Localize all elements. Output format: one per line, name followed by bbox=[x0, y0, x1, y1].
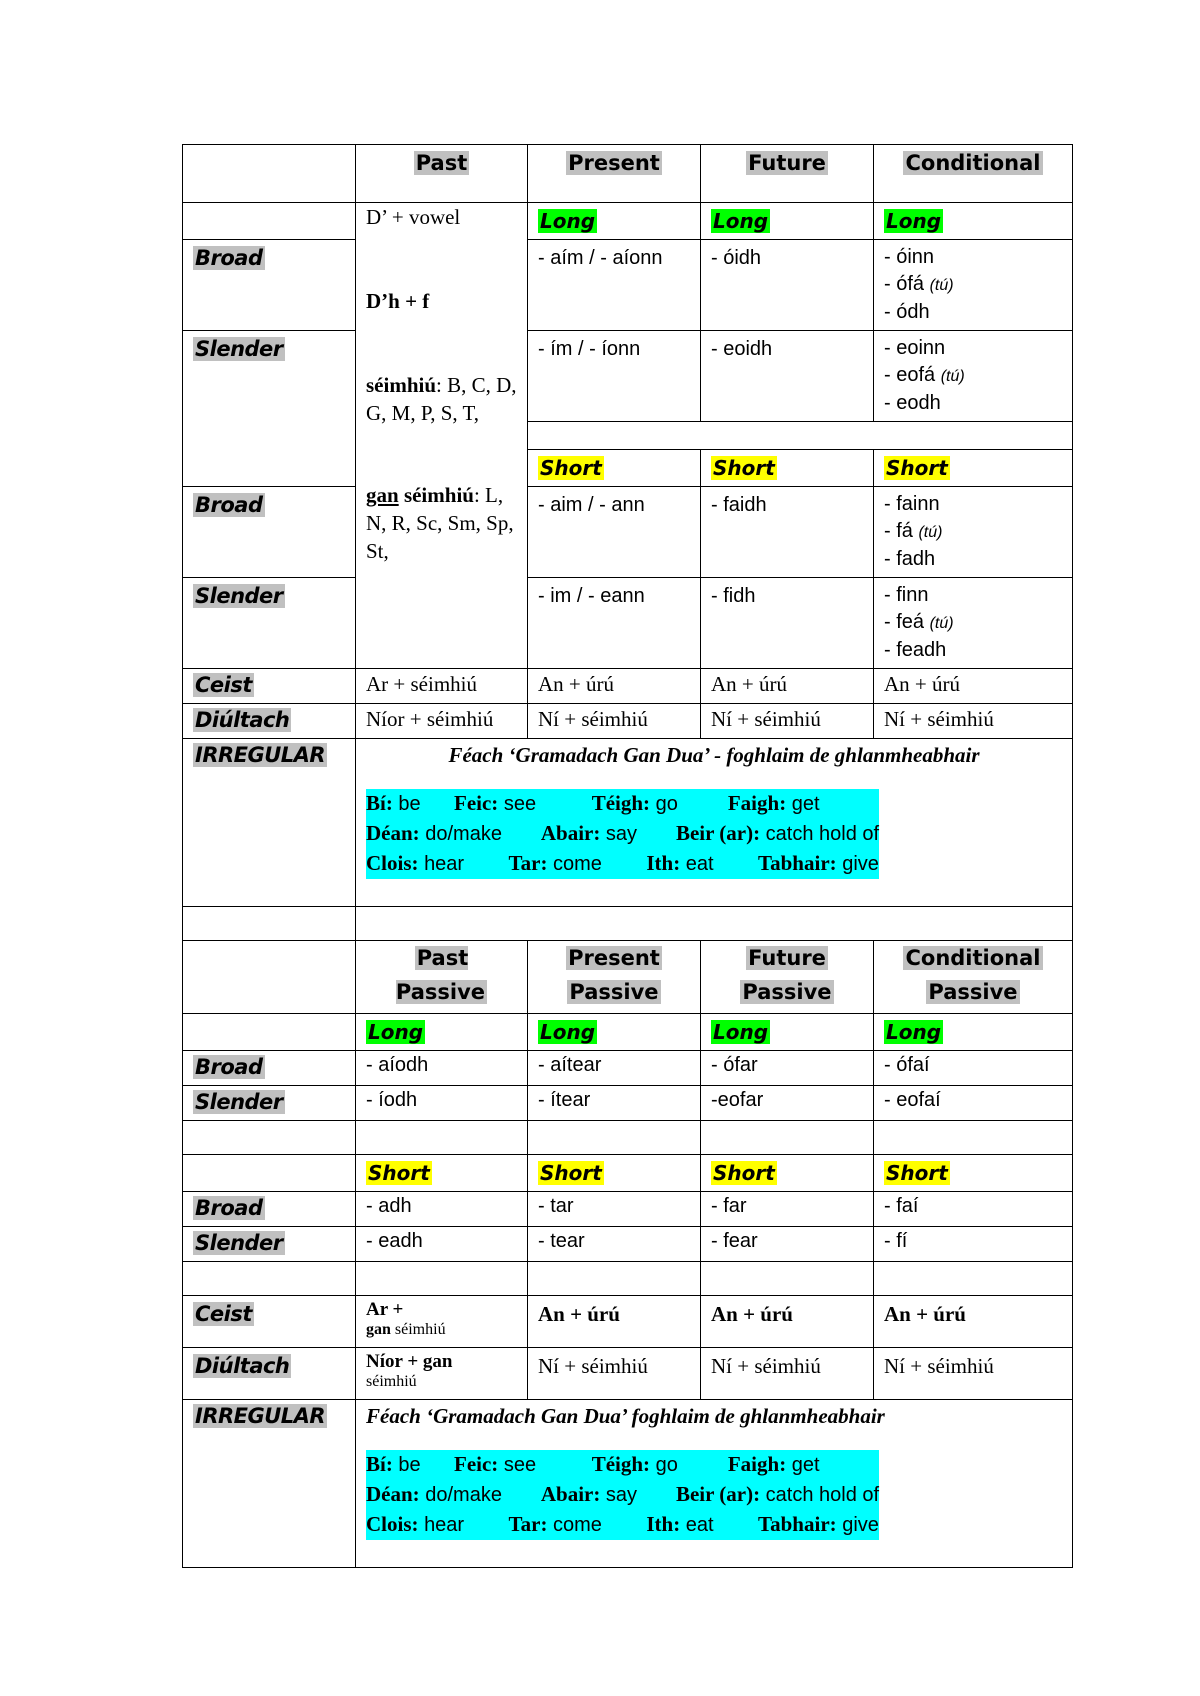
long-label-row bbox=[183, 203, 1073, 240]
verb: Clois: bbox=[366, 851, 419, 875]
cond-ending: - ódh bbox=[884, 301, 930, 323]
short-past-passive bbox=[356, 1155, 528, 1192]
diultach-row bbox=[183, 704, 1073, 739]
passive-ceist-future bbox=[701, 1296, 874, 1348]
cond-ending-text: - fá bbox=[884, 520, 913, 542]
corner-cell bbox=[183, 145, 356, 203]
irregular-row bbox=[183, 739, 1073, 907]
broad-label: Broad bbox=[195, 1055, 263, 1079]
spacer-cell bbox=[356, 1262, 528, 1296]
short-slender-future: - fidh bbox=[701, 578, 874, 669]
row-label-diultach bbox=[183, 1348, 356, 1400]
long-broad-present: - aím / - aíonn bbox=[528, 240, 701, 331]
verb: Beir (ar): bbox=[675, 1482, 761, 1506]
verb-meaning: give bbox=[842, 1514, 879, 1536]
slender-label: Slender bbox=[195, 1231, 283, 1255]
row-label-broad bbox=[183, 487, 356, 578]
ceist-conditional: An + úrú bbox=[874, 669, 1073, 704]
header-future-passive bbox=[701, 941, 874, 1014]
question-negative-table bbox=[182, 668, 1073, 1568]
diultach-label: Diúltach bbox=[195, 1354, 290, 1378]
passive-long-slender-present: - ítear bbox=[528, 1086, 701, 1121]
verb-meaning: say bbox=[605, 1484, 638, 1506]
verb: Feic: bbox=[454, 1452, 499, 1476]
passive-ceist-row bbox=[183, 1296, 1073, 1348]
long-badge: Long bbox=[540, 209, 596, 233]
spacer-cell bbox=[183, 1262, 356, 1296]
past-formation-rules bbox=[356, 203, 528, 669]
tu-note: (tú) bbox=[940, 368, 965, 385]
irregular-line-1 bbox=[366, 1450, 879, 1480]
row-label-slender bbox=[183, 331, 356, 487]
seimhiu-letters: : B, C, D, G, M, P, S, T, bbox=[366, 373, 517, 425]
verb-meaning: see bbox=[503, 793, 537, 815]
passive-short-slender-conditional: - fí bbox=[874, 1227, 1073, 1262]
spacer-cell bbox=[701, 1121, 874, 1155]
irregular-label: IRREGULAR bbox=[195, 743, 326, 767]
short-broad-present: - aim / - ann bbox=[528, 487, 701, 578]
verb: Téigh: bbox=[591, 791, 651, 815]
passive-irregular-content bbox=[356, 1400, 1073, 1568]
short-conditional-passive bbox=[874, 1155, 1073, 1192]
spacer-cell bbox=[874, 1121, 1073, 1155]
passive-short-broad-row bbox=[183, 1192, 1073, 1227]
cond-ending: - fainn bbox=[884, 493, 940, 515]
spacer-cell bbox=[701, 1262, 874, 1296]
verb-meaning: be bbox=[398, 793, 421, 815]
long-slender-present: - ím / - íonn bbox=[528, 331, 701, 422]
verb: Faigh: bbox=[727, 1452, 787, 1476]
irregular-line-2 bbox=[366, 1480, 879, 1510]
irregular-line-3 bbox=[366, 849, 879, 879]
passive-short-broad-future: - far bbox=[701, 1192, 874, 1227]
gan-label: gan bbox=[366, 1321, 391, 1338]
ceist-future: An + úrú bbox=[701, 669, 874, 704]
passive-short-label-row bbox=[183, 1155, 1073, 1192]
verb-meaning: catch hold of bbox=[765, 823, 880, 845]
gan-letters: : L, N, R, Sc, Sm, Sp, St, bbox=[366, 483, 514, 563]
ceist-label: Ceist bbox=[195, 673, 252, 697]
passive-long-label-row bbox=[183, 1014, 1073, 1051]
passive-long-broad-conditional: - ófaí bbox=[874, 1051, 1073, 1086]
rule-f: D’h + f bbox=[366, 289, 430, 313]
diultach-future: Ní + séimhiú bbox=[701, 704, 874, 739]
long-future bbox=[701, 203, 874, 240]
long-broad-row bbox=[183, 240, 1073, 331]
irregular-line-3 bbox=[366, 1510, 879, 1540]
long-future-passive bbox=[701, 1014, 874, 1051]
verb: Tabhair: bbox=[758, 1512, 837, 1536]
passive-long-broad-present: - aítear bbox=[528, 1051, 701, 1086]
verb-meaning: go bbox=[655, 1454, 678, 1476]
short-conditional bbox=[874, 450, 1073, 487]
short-broad-conditional bbox=[874, 487, 1073, 578]
long-broad-conditional bbox=[874, 240, 1073, 331]
irregular-line-2 bbox=[366, 819, 879, 849]
verb-meaning: go bbox=[655, 793, 678, 815]
verb: Clois: bbox=[366, 1512, 419, 1536]
spacer-cell bbox=[356, 1121, 528, 1155]
header-past-passive bbox=[356, 941, 528, 1014]
header-past-passive-label: Past Passive bbox=[395, 946, 486, 1004]
verb: Déan: bbox=[366, 1482, 420, 1506]
verb: Beir (ar): bbox=[675, 821, 761, 845]
slender-label: Slender bbox=[195, 584, 283, 608]
slender-label: Slender bbox=[195, 1090, 283, 1114]
tu-note: (tú) bbox=[929, 615, 954, 632]
ceist-row bbox=[183, 669, 1073, 704]
long-badge: Long bbox=[540, 1020, 596, 1044]
cond-ending-text: - feá bbox=[884, 611, 925, 633]
long-conditional bbox=[874, 203, 1073, 240]
row-label-ceist bbox=[183, 669, 356, 704]
verb-meaning: catch hold of bbox=[765, 1484, 880, 1506]
verb: Faigh: bbox=[727, 791, 787, 815]
verb-meaning: give bbox=[842, 853, 879, 875]
header-label-line: Future bbox=[748, 946, 826, 970]
passive-header-row bbox=[183, 941, 1073, 1014]
short-badge: Short bbox=[368, 1161, 430, 1185]
an-text: An + úrú bbox=[884, 1302, 966, 1326]
verb-meaning: get bbox=[791, 1454, 820, 1476]
verb-meaning: hear bbox=[424, 853, 465, 875]
diultach-past: Níor + séimhiú bbox=[356, 704, 528, 739]
passive-short-broad-conditional: - faí bbox=[874, 1192, 1073, 1227]
corner-cell bbox=[183, 941, 356, 1014]
header-past bbox=[356, 145, 528, 203]
short-badge: Short bbox=[713, 456, 775, 480]
spacer-cell bbox=[528, 1262, 701, 1296]
header-label-line: Passive bbox=[928, 980, 1018, 1004]
passive-long-broad-past: - aíodh bbox=[356, 1051, 528, 1086]
ceist-present: An + úrú bbox=[528, 669, 701, 704]
separator-row bbox=[183, 907, 1073, 941]
irregular-line-1 bbox=[366, 789, 879, 819]
tu-note: (tú) bbox=[918, 524, 943, 541]
long-broad-future: - óidh bbox=[701, 240, 874, 331]
separator-cell bbox=[356, 907, 1073, 941]
passive-short-broad-present: - tar bbox=[528, 1192, 701, 1227]
passive-diultach-past bbox=[356, 1348, 528, 1400]
long-badge: Long bbox=[713, 1020, 769, 1044]
verb: Téigh: bbox=[591, 1452, 651, 1476]
passive-irregular-row bbox=[183, 1400, 1073, 1568]
row-label-slender bbox=[183, 1227, 356, 1262]
verb-meaning: come bbox=[553, 853, 602, 875]
ceist-past-line-2 bbox=[366, 1320, 517, 1340]
long-present-passive bbox=[528, 1014, 701, 1051]
verb: Tabhair: bbox=[758, 851, 837, 875]
broad-label: Broad bbox=[195, 493, 263, 517]
cond-ending-tu bbox=[884, 609, 1062, 637]
spacer-cell bbox=[183, 1121, 356, 1155]
gan-seimhiu-label: séimhiú bbox=[403, 483, 474, 507]
row-label-slender bbox=[183, 1086, 356, 1121]
spacer-cell bbox=[874, 1262, 1073, 1296]
cond-ending: - feadh bbox=[884, 639, 947, 661]
row-label-ceist bbox=[183, 1296, 356, 1348]
gan-label: gan bbox=[366, 483, 399, 507]
row-label-empty bbox=[183, 203, 356, 240]
passive-diultach-present: Ní + séimhiú bbox=[528, 1348, 701, 1400]
header-conditional-passive bbox=[874, 941, 1073, 1014]
verb-meaning: see bbox=[503, 1454, 537, 1476]
row-label-broad bbox=[183, 240, 356, 331]
passive-short-broad-past: - adh bbox=[356, 1192, 528, 1227]
seimhiu-text: séimhiú bbox=[394, 1321, 446, 1338]
cond-ending-tu bbox=[884, 518, 1062, 546]
header-present-passive bbox=[528, 941, 701, 1014]
verb-meaning: eat bbox=[685, 1514, 714, 1536]
ceist-past: Ar + séimhiú bbox=[356, 669, 528, 704]
verb-meaning: do/make bbox=[425, 1484, 502, 1506]
diultach-past-line-2: séimhiú bbox=[366, 1373, 417, 1390]
verb-meaning: say bbox=[605, 823, 638, 845]
long-badge: Long bbox=[368, 1020, 424, 1044]
passive-spacer-row bbox=[183, 1262, 1073, 1296]
long-badge: Long bbox=[886, 1020, 942, 1044]
short-badge: Short bbox=[713, 1161, 775, 1185]
verb-meaning: get bbox=[791, 793, 820, 815]
an-text: An + úrú bbox=[538, 1302, 620, 1326]
verb: Bí: bbox=[366, 1452, 393, 1476]
cond-ending-text: - eofá bbox=[884, 364, 936, 386]
header-present-label: Present bbox=[568, 151, 660, 175]
rule-vowel: D’ + vowel bbox=[366, 205, 461, 229]
passive-long-slender-row bbox=[183, 1086, 1073, 1121]
verb-meaning: be bbox=[398, 1454, 421, 1476]
short-present bbox=[528, 450, 701, 487]
header-label-line: Passive bbox=[569, 980, 659, 1004]
verb: Tar: bbox=[508, 851, 548, 875]
irregular-verbs-list bbox=[366, 1450, 879, 1540]
rule-seimhiu bbox=[366, 371, 517, 427]
verb-endings-table bbox=[182, 144, 1073, 669]
short-future bbox=[701, 450, 874, 487]
row-label-broad bbox=[183, 1051, 356, 1086]
long-badge: Long bbox=[713, 209, 769, 233]
cond-ending: - eoinn bbox=[884, 337, 946, 359]
diultach-past-line-1: Níor + gan bbox=[366, 1351, 453, 1372]
long-conditional-passive bbox=[874, 1014, 1073, 1051]
ceist-label: Ceist bbox=[195, 1302, 252, 1326]
passive-irregular-note: Féach ‘Gramadach Gan Dua’ foghlaim de ghlanmheabhair bbox=[366, 1404, 885, 1428]
cond-ending: - eodh bbox=[884, 392, 941, 414]
cond-ending: - finn bbox=[884, 584, 929, 606]
diultach-conditional: Ní + séimhiú bbox=[874, 704, 1073, 739]
verb: Ith: bbox=[646, 1512, 681, 1536]
long-badge: Long bbox=[886, 209, 942, 233]
passive-long-broad-future: - ófar bbox=[701, 1051, 874, 1086]
row-label-diultach bbox=[183, 704, 356, 739]
verb: Déan: bbox=[366, 821, 420, 845]
passive-ceist-past bbox=[356, 1296, 528, 1348]
short-badge: Short bbox=[886, 456, 948, 480]
header-conditional-label: Conditional bbox=[905, 151, 1041, 175]
separator-cell bbox=[183, 907, 356, 941]
long-past-passive bbox=[356, 1014, 528, 1051]
irregular-verbs-list bbox=[366, 789, 879, 879]
short-slender-conditional bbox=[874, 578, 1073, 669]
cond-ending-tu bbox=[884, 271, 1062, 299]
short-future-passive bbox=[701, 1155, 874, 1192]
passive-ceist-present bbox=[528, 1296, 701, 1348]
passive-long-broad-row bbox=[183, 1051, 1073, 1086]
short-broad-row bbox=[183, 487, 1073, 578]
long-slender-future: - eoidh bbox=[701, 331, 874, 422]
short-present-passive bbox=[528, 1155, 701, 1192]
header-label-line: Present bbox=[568, 946, 660, 970]
cond-ending-text: - ófá bbox=[884, 273, 925, 295]
passive-diultach-conditional: Ní + séimhiú bbox=[874, 1348, 1073, 1400]
diultach-present: Ní + séimhiú bbox=[528, 704, 701, 739]
header-future bbox=[701, 145, 874, 203]
irregular-note: Féach ‘Gramadach Gan Dua’ - foghlaim de ghlanmheabhair bbox=[448, 743, 980, 767]
header-label-line: Conditional bbox=[905, 946, 1041, 970]
passive-short-slender-row bbox=[183, 1227, 1073, 1262]
passive-spacer-row bbox=[183, 1121, 1073, 1155]
spacer-cell bbox=[528, 422, 1073, 450]
spacer-cell bbox=[528, 1121, 701, 1155]
verb: Abair: bbox=[540, 1482, 601, 1506]
irregular-content bbox=[356, 739, 1073, 907]
verb-meaning: hear bbox=[424, 1514, 465, 1536]
passive-short-slender-past: - eadh bbox=[356, 1227, 528, 1262]
passive-long-slender-past: - íodh bbox=[356, 1086, 528, 1121]
header-conditional bbox=[874, 145, 1073, 203]
short-badge: Short bbox=[540, 456, 602, 480]
header-past-label: Past bbox=[415, 151, 468, 175]
row-label-irregular bbox=[183, 739, 356, 907]
ceist-past-line-1: Ar + bbox=[366, 1299, 404, 1320]
header-future-label: Future bbox=[748, 151, 826, 175]
cond-ending: - fadh bbox=[884, 548, 936, 570]
long-present bbox=[528, 203, 701, 240]
verb-meaning: do/make bbox=[425, 823, 502, 845]
broad-label: Broad bbox=[195, 246, 263, 270]
verb: Abair: bbox=[540, 821, 601, 845]
passive-short-slender-present: - tear bbox=[528, 1227, 701, 1262]
row-label-empty bbox=[183, 1155, 356, 1192]
passive-diultach-future: Ní + séimhiú bbox=[701, 1348, 874, 1400]
cond-ending: - óinn bbox=[884, 246, 935, 268]
broad-label: Broad bbox=[195, 1196, 263, 1220]
diultach-label: Diúltach bbox=[195, 708, 290, 732]
verb-table-document bbox=[182, 144, 1072, 1568]
long-slender-conditional bbox=[874, 331, 1073, 422]
verb: Ith: bbox=[646, 851, 681, 875]
irregular-label: IRREGULAR bbox=[195, 1404, 326, 1428]
short-broad-future: - faidh bbox=[701, 487, 874, 578]
seimhiu-label: séimhiú bbox=[366, 373, 437, 397]
short-badge: Short bbox=[540, 1161, 602, 1185]
verb: Tar: bbox=[508, 1512, 548, 1536]
verb-meaning: eat bbox=[685, 853, 714, 875]
verb-meaning: come bbox=[553, 1514, 602, 1536]
passive-short-slender-future: - fear bbox=[701, 1227, 874, 1262]
passive-diultach-row bbox=[183, 1348, 1073, 1400]
an-text: An + úrú bbox=[711, 1302, 793, 1326]
cond-ending-tu bbox=[884, 362, 1062, 390]
rule-gan-seimhiu bbox=[366, 481, 517, 565]
tense-header-row bbox=[183, 145, 1073, 203]
short-slender-row bbox=[183, 578, 1073, 669]
verb: Bí: bbox=[366, 791, 393, 815]
row-label-empty bbox=[183, 1014, 356, 1051]
short-badge: Short bbox=[886, 1161, 948, 1185]
header-present bbox=[528, 145, 701, 203]
long-slender-row bbox=[183, 331, 1073, 422]
slender-label: Slender bbox=[195, 337, 283, 361]
row-label-irregular bbox=[183, 1400, 356, 1568]
verb: Feic: bbox=[454, 791, 499, 815]
row-label-slender bbox=[183, 578, 356, 669]
row-label-broad bbox=[183, 1192, 356, 1227]
passive-long-slender-future: -eofar bbox=[701, 1086, 874, 1121]
tu-note: (tú) bbox=[929, 277, 954, 294]
passive-ceist-conditional bbox=[874, 1296, 1073, 1348]
passive-long-slender-conditional: - eofaí bbox=[874, 1086, 1073, 1121]
header-label-line: Passive bbox=[742, 980, 832, 1004]
short-slender-present: - im / - eann bbox=[528, 578, 701, 669]
